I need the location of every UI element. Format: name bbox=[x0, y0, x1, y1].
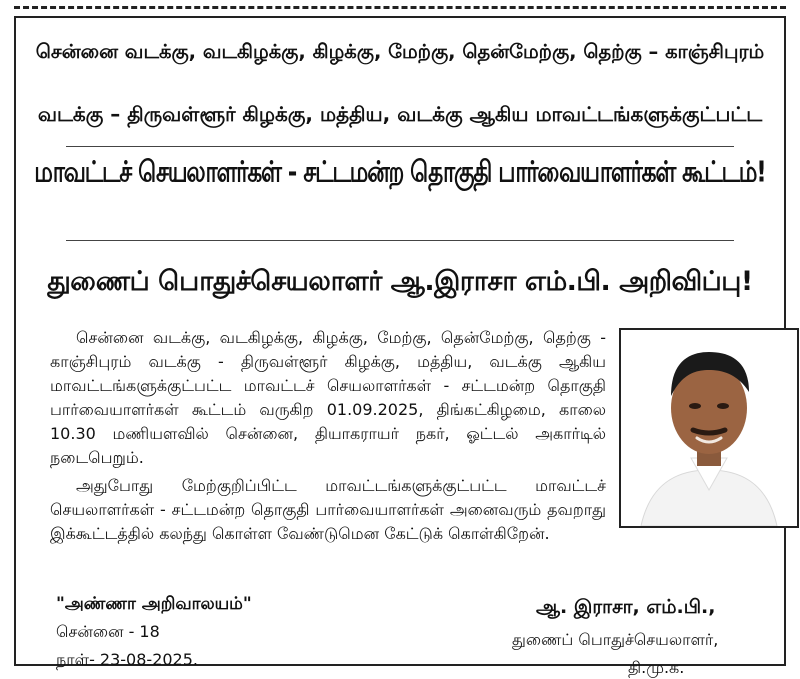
organization-name: "அண்ணா அறிவாலயம்" bbox=[56, 594, 252, 614]
date-text: நாள்- 23-08-2025. bbox=[56, 650, 198, 669]
header-line-1: சென்னை வடக்கு, வடகிழக்கு, கிழக்கு, மேற்கு, தென்மேற்கு, தெற்கு – காஞ்சிபுரம் bbox=[35, 40, 765, 63]
signatory-party: தி.மு.க. bbox=[628, 658, 685, 677]
notice-frame bbox=[14, 16, 786, 677]
header-line-2: வடக்கு – திருவள்ளூர் கிழக்கு, மத்திய, வடக்கு ஆகிய மாவட்டங்களுக்குட்பட்ட bbox=[37, 102, 763, 126]
portrait-photo-icon bbox=[619, 328, 799, 528]
body-paragraph-2 bbox=[50, 474, 606, 546]
signatory-title: துணைப் பொதுச்செயலாளர், bbox=[512, 630, 719, 649]
paragraph-1-text: சென்னை வடக்கு, வடகிழக்கு, கிழக்கு, மேற்கு, தென்மேற்கு, தெற்கு - காஞ்சிபுரம் வடக்கு - திருவள்ளூர் கிழக்கு, மத்திய, வடக்கு ஆகிய மாவட்டங்களுக்குட்பட்ட மாவட்டச் செயலாளர்கள் - சட்டமன்ற தொகுதி பார்வையாளர்கள் கூட்டம் வருகிற 01.09.2025, திங்கட்கிழமை, காலை 10.30 மணியளவில் சென்னை, தியாகராயர் நகர், ஓட்டல் அகார்டில் நடைபெறும். bbox=[50, 328, 606, 467]
dashed-border bbox=[14, 6, 786, 9]
main-heading: மாவட்டச் செயலாளர்கள் - சட்டமன்ற தொகுதி பார்வையாளர்கள் கூட்டம்! bbox=[34, 156, 766, 189]
body-paragraph-1 bbox=[50, 326, 606, 470]
divider bbox=[66, 240, 734, 241]
signatory-name: ஆ. இராசா, எம்.பி., bbox=[536, 596, 716, 618]
paragraph-2-text: அதுபோது மேற்குறிப்பிட்ட மாவட்டங்களுக்குட்பட்ட மாவட்டச் செயலாளர்கள் - சட்டமன்ற தொகுதி பார்வையாளர்கள் அனைவரும் தவறாது இக்கூட்டத்தில் கலந்து கொள்ள வேண்டுமென கேட்டுக் கொள்கிறேன். bbox=[50, 476, 606, 543]
sub-heading: துணைப் பொதுச்செயலாளர் ஆ.இராசா எம்.பி. அறிவிப்பு! bbox=[47, 266, 753, 297]
place-text: சென்னை - 18 bbox=[56, 622, 160, 641]
portrait-illustration bbox=[621, 330, 797, 526]
divider bbox=[66, 146, 734, 147]
